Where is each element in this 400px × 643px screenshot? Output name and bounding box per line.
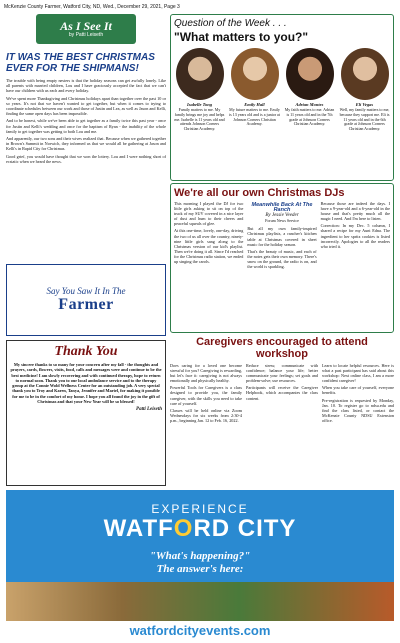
column-paragraph: And apparently, our two sons and their wives realized that. Because when we gathered together in Brown's Summit in Norwich, they informed us that we would all be gathering at Jason and Kelli's in Rapid City for Christmas. — [6, 136, 166, 152]
as-i-see-it-author: by Patti Leiseth — [68, 32, 104, 38]
thank-you-ad — [6, 340, 166, 486]
caregivers-paragraph: Powerful Tools for Caregivers is a class designed to provide you, the family caregiver, with the skills you need to take care of yourself. — [170, 385, 242, 406]
column-headline: IT WAS THE BEST CHRISTMAS EVER FOR THE SHIPMANS! — [6, 52, 155, 74]
say-it-line-2: Farmer — [58, 296, 114, 313]
djs-paragraph: Correction: In my Dec. 5 column, I shared a recipe for my Aunt Edna. The ingredient to her spritz cookies is listed incorrectly. Apologies to all the readers who tried it. — [320, 223, 390, 249]
djs-paragraph: This morning I played the DJ for two little girls asking to sit on top of the truck of my SUV covered in a nice layer of dust and hum to their cheers and peaceful squeals of glee. — [174, 201, 244, 227]
respondent — [339, 48, 390, 132]
caregivers-column-3 — [322, 363, 394, 425]
ad-photo-strip — [6, 582, 394, 622]
opinion-column — [6, 14, 166, 260]
masthead — [4, 2, 396, 11]
author-affiliation: Forum News Service — [265, 218, 299, 224]
ad-url-link[interactable]: watfordcityevents.com — [6, 621, 394, 640]
respondent — [174, 48, 225, 132]
qotw-respondents — [174, 48, 390, 132]
respondent — [229, 48, 280, 132]
respondent-name: Eli Vegas — [355, 102, 374, 107]
ad-experience-label: EXPERIENCE — [151, 502, 249, 516]
column-paragraph: And to be honest, while we've been able to get together as a family twice this past year - once for Justin and Kelli's wedding and once for the baptism of Ryan - the inability of the whole family to get together was getting to both Lou and me. — [6, 118, 166, 134]
column-body — [6, 78, 166, 164]
caregivers-paragraph: When you take care of yourself, everyone benefits. — [322, 385, 394, 396]
qotw-heading: Question of the Week . . . — [174, 18, 287, 29]
djs-paragraph: But all my own family-inspired Christmas playlists, a rancher's kitchen table at Christmas covered in sheet music for the holiday season. — [247, 226, 317, 247]
respondent-photo — [341, 48, 389, 100]
say-you-saw-it-ad — [6, 264, 166, 336]
caregivers-title: Caregivers encouraged to attend workshop — [196, 336, 368, 360]
respondent-name: Emily Hall — [244, 102, 265, 107]
column-paragraph: Good grief, you would have thought that we won the lottery. Lou and I were nothing short of ecstatic when we heard the news. — [6, 153, 166, 164]
respondent-photo — [231, 48, 279, 100]
djs-column-2 — [247, 201, 316, 271]
respondent-photo — [286, 48, 334, 100]
tagline-line-2: The answer's here: — [156, 563, 244, 575]
caregivers-paragraph: Reduce stress; communicate with confidence; balance your life; better communicate your feelings; set goals and problem-solve; use resources. — [246, 363, 318, 384]
caregivers-paragraph: Pre-registration is requested by Monday, Jan. 10. To register go to ndsu.edu and find the class listed, or contact the McKenzie County NDSU Extension office. — [322, 397, 394, 423]
christmas-djs-article — [170, 183, 394, 333]
respondent — [284, 48, 335, 132]
caregivers-column-2 — [246, 363, 318, 425]
djs-paragraph: That's the beauty of music, and each of the notes gets their own memory. There's snow on the ground, the radio is on, and the world is sparkling. — [247, 248, 317, 270]
caregivers-paragraph: Classes will be held online via Zoom Wednesdays for six weeks from 2:30-4 p.m., beginning Jan. 12 to Feb. 16, 2022. — [170, 407, 242, 423]
caregivers-paragraph: Does caring for a loved one become stressful for you? Caregiving is rewarding, but let's face it: caregiving is not always emotionally and physically healthy. — [170, 363, 242, 384]
as-i-see-it-title: As I See It — [60, 19, 112, 33]
brand-o: O — [173, 515, 194, 542]
respondent-quote: My faith matters to me. Adrian is 11 years old and in the 7th grade at Johnson Corners Christian Academy. — [284, 107, 335, 127]
watford-city-logo — [6, 515, 394, 543]
respondent-photo — [176, 48, 224, 100]
brand-part: RD CITY — [193, 515, 297, 542]
caregivers-columns — [170, 363, 394, 425]
masthead-text: McKenzie County Farmer, Watford City, ND, Wed., December 29, 2021, Page 3 — [4, 3, 180, 10]
ad-tagline — [6, 550, 394, 576]
qotw-question: "What matters to you?" — [174, 30, 309, 44]
respondent-quote: Family matters to me. My family brings me joy and helps me. Isabelle is 11 years old and attends Johnson Corners Christian Academy. — [174, 107, 225, 132]
brand-part: WATF — [103, 515, 174, 542]
thank-you-title: Thank You — [54, 344, 118, 359]
watford-city-ad[interactable] — [6, 490, 394, 640]
column-name: Meanwhile Back At The Ranch — [251, 202, 313, 214]
djs-paragraph: Because those are indeed the days. I have a 9-year-old and a 6-year-old in the house and that's pretty much all the magic I need. And I'm here to listen. — [320, 201, 390, 222]
djs-column-1 — [174, 201, 243, 271]
author-name: By Jessie Veeder — [265, 213, 299, 219]
thank-you-signature: Patti Leiseth — [136, 407, 162, 413]
djs-byline — [247, 203, 316, 223]
column-paragraph: We've spent more Thanksgiving and Christmas holidays apart than together over the past 10 or so years. It's not that we haven't wanted to get together, but when it comes to trying to coordinate schedules between our work and those of Justin and Lea, as well as Jason and Kelli, finding the same open days has been impossible. — [6, 95, 166, 117]
respondent-name: Adrian Montes — [295, 102, 324, 107]
as-i-see-it-logo — [36, 14, 136, 44]
thank-you-message: My sincere thanks to so many for your concern after my fall - the thoughts and prayers, cards, flowers, visits, food, calls and messages were and continue to be the best medicine! I am slowly recovering and with continued therapy, hope to return to normal soon. Thank you to our local ambulance service and to the therapy group at the Connie Wold Wellness Center for an outstanding job. A very special thank you to Troy and Karen, Tanya, Jennifer and Mariel, for making it possible for me to be in the comfort of my home. I hope you all found the joy in the gift of Christmas and that your New Year will be so blessed! — [10, 362, 162, 405]
question-of-the-week — [170, 14, 394, 181]
caregivers-article — [170, 336, 394, 486]
djs-paragraph: At this one-time, lovely, one-day, driving the two of us all over the country, ninety-nine little girls sang along to the Christmas version of our kid's playlist. Then we're doing it all. Since I'd reached for the Christmas radio station, we ended up singing the carols. — [174, 228, 244, 265]
djs-column-3 — [321, 201, 390, 271]
caregivers-paragraph: Participants will receive the Caregiver Helpbook, which accompanies the class content. — [246, 385, 318, 401]
say-it-line-1: Say You Saw It In The — [46, 286, 126, 296]
tagline-line-1: "What's happening?" — [149, 550, 251, 562]
respondent-quote: Well, my family matters to me, because they support me. Eli is 11 years old and in the 6th grade at Johnson Corners Christian Academy. — [339, 107, 390, 132]
respondent-name: Isabelle Tong — [187, 102, 212, 107]
djs-columns — [174, 201, 390, 271]
caregivers-column-1 — [170, 363, 242, 425]
caregivers-paragraph: Learn to locate helpful resources. Here is what a past participant has said about this workshop: Next online class, I am a more confident caregiver! — [322, 363, 394, 384]
djs-title: We're all our own Christmas DJs — [174, 187, 345, 199]
column-paragraph: The trouble with being empty nesters is that the holiday seasons can get awfully lonely. Like all parents with married children, Lou and I have graciously accepted the fact that we can't have our children with us each and every holiday. — [6, 78, 166, 94]
respondent-quote: My future matters to me. Emily is 13 years old and is a junior at Johnson Corners Christian Academy. — [229, 107, 280, 127]
